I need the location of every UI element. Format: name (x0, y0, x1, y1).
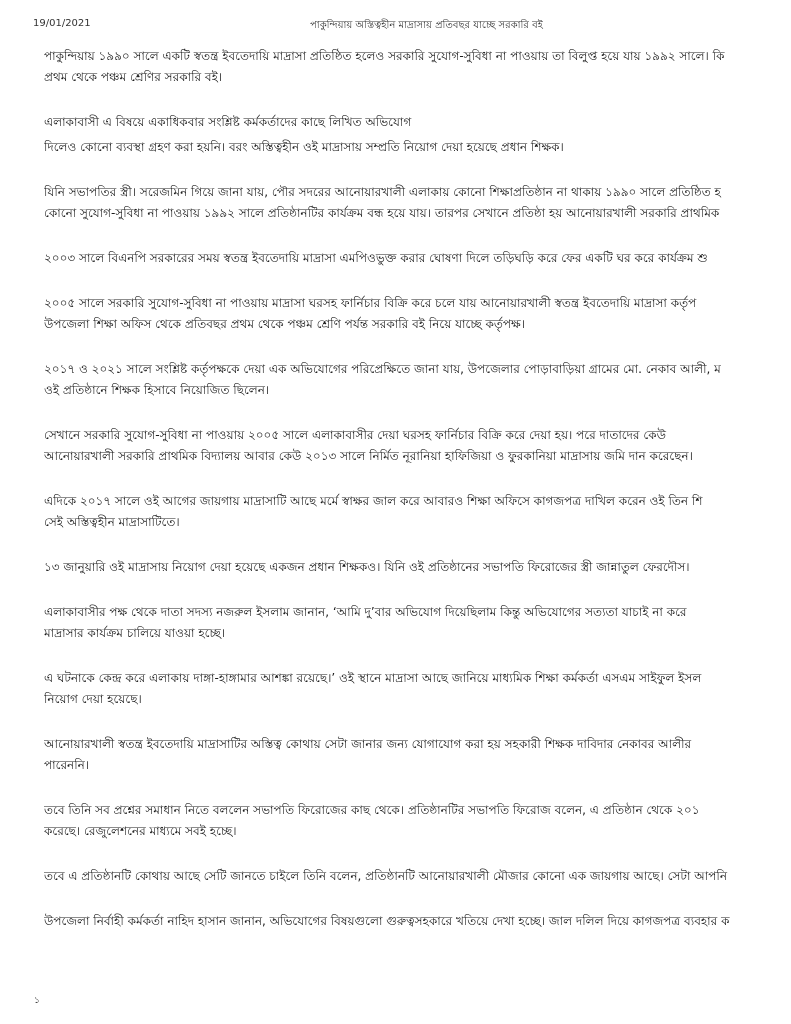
article-paragraph (44, 866, 791, 887)
article-paragraph (44, 112, 791, 133)
paragraph-line: কোনো সুযোগ-সুবিধা না পাওয়ায় ১৯৯২ সালে প্রতিষ্ঠানটির কার্যক্রম বন্ধ হয়ে যায়। তারপর সেখানে প্রতিষ্ঠা হয় আনোয়ারখালী সরকারি প্রাথমিক (44, 206, 720, 220)
paragraph-line: সেই অস্তিত্বহীন মাদ্রাসাটিতে। (44, 515, 180, 529)
paragraph-line: আনোয়ারখালী সরকারি প্রাথমিক বিদ্যালয় আবার কেউ ২০১৩ সালে নির্মিত নূরানিয়া হাফিজিয়া ও ফুরকানিয়া মাদ্রাসায় জমি দান করেছেন। (44, 449, 693, 463)
article-paragraph (44, 734, 791, 776)
paragraph-line: তবে তিনি সব প্রশ্নের সমাধান নিতে বললেন সভাপতি ফিরোজের কাছ থেকে। প্রতিষ্ঠানটির সভাপতি ফিরোজ বলেন, এ প্রতিষ্ঠান থেকে ২০১ (44, 803, 700, 817)
article-paragraph (44, 668, 791, 710)
paragraph-line: ২০০৩ সালে বিএনপি সরকারের সময় স্বতন্ত্র ইবতেদায়ি মাদ্রাসা এমপিওভুক্ত করার ঘোষণা দিলে তড়িঘড়ি করে ফের একটি ঘর করে কার্যক্রম শু (44, 251, 708, 265)
article-paragraph (44, 46, 791, 88)
paragraph-line: ওই প্রতিষ্ঠানে শিক্ষক হিসাবে নিয়োজিত ছিলেন। (44, 383, 270, 397)
print-date: 19/01/2021 (33, 18, 91, 29)
paragraph-line: আনোয়ারখালী স্বতন্ত্র ইবতেদায়ি মাদ্রাসাটির অস্তিত্ব কোথায় সেটা জানার জন্য যোগাযোগ করা হয় সহকারী শিক্ষক দাবিদার নেকাবর আলীর (44, 737, 692, 751)
page-number: ১ (34, 996, 40, 1006)
paragraph-line: এলাকাবাসী এ বিষয়ে একাধিকবার সংশ্লিষ্ট কর্মকর্তাদের কাছে লিখিত অভিযোগ (44, 115, 412, 129)
paragraph-line: করেছে। রেজুলেশনের মাধ্যমে সবই হচ্ছে। (44, 824, 237, 838)
paragraph-line: উপজেলা শিক্ষা অফিস থেকে প্রতিবছর প্রথম থেকে পঞ্চম শ্রেণি পর্যন্ত সরকারি বই নিয়ে যাচ্ছে কর্তৃপক্ষ। (44, 317, 526, 331)
article-paragraph (44, 911, 791, 932)
article-body (44, 46, 791, 956)
paragraph-line: পাকুন্দিয়ায় ১৯৯০ সালে একটি স্বতন্ত্র ইবতেদায়ি মাদ্রাসা প্রতিষ্ঠিত হলেও সরকারি সুযোগ-সুবিধা না পাওয়ায় তা বিলুপ্ত হয়ে যায় ১৯৯২ সালে। কি (44, 49, 725, 63)
paragraph-line: ২০০৫ সালে সরকারি সুযোগ-সুবিধা না পাওয়ায় মাদ্রাসা ঘরসহ ফার্নিচার বিক্রি করে চলে যায় আনোয়ারখালী স্বতন্ত্র ইবতেদায়ি মাদ্রাসা কর্তৃপ (44, 296, 697, 310)
paragraph-line: তবে এ প্রতিষ্ঠানটি কোথায় আছে সেটি জানতে চাইলে তিনি বলেন, প্রতিষ্ঠানটি আনোয়ারখালী মৌজার কোনো এক জায়গায় আছে। সেটা আপনি (44, 869, 727, 883)
paragraph-line: দিলেও কোনো ব্যবস্থা গ্রহণ করা হয়নি। বরং অস্তিত্বহীন ওই মাদ্রাসায় সম্প্রতি নিয়োগ দেয়া হয়েছে প্রধান শিক্ষক। (44, 140, 564, 154)
paragraph-line: প্রথম থেকে পঞ্চম শ্রেণির সরকারি বই। (44, 70, 223, 84)
article-paragraph (44, 557, 791, 578)
article-paragraph (44, 800, 791, 842)
paragraph-line: এদিকে ২০১৭ সালে ওই আগের জায়গায় মাদ্রাসাটি আছে মর্মে স্বাক্ষর জাল করে আবারও শিক্ষা অফিসে কাগজপত্র দাখিল করেন ওই তিন শি (44, 494, 703, 508)
paragraph-line: পারেননি। (44, 758, 90, 772)
article-paragraph (44, 248, 791, 269)
paragraph-line: যিনি সভাপতির স্ত্রী। সরেজমিন গিয়ে জানা যায়, পৌর সদরের আনোয়ারখালী এলাকায় কোনো শিক্ষাপ্রতিষ্ঠান না থাকায় ১৯৯০ সালে প্রতিষ্ঠিত হ (44, 185, 721, 199)
paragraph-line: এ ঘটনাকে কেন্দ্র করে এলাকায় দাঙ্গা-হাঙ্গামার আশঙ্কা রয়েছে।’ ওই স্থানে মাদ্রাসা আছে জানিয়ে মাধ্যমিক শিক্ষা কর্মকর্তা এসএম সাইফুল ইসল (44, 671, 702, 685)
paragraph-line: উপজেলা নির্বাহী কর্মকর্তা নাহিদ হাসান জানান, অভিযোগের বিষয়গুলো গুরুত্বসহকারে খতিয়ে দেখা হচ্ছে। জাল দলিল দিয়ে কাগজপত্র ব্যবহার ক (44, 914, 730, 928)
paragraph-line: ২০১৭ ও ২০২১ সালে সংশ্লিষ্ট কর্তৃপক্ষকে দেয়া এক অভিযোগের পরিপ্রেক্ষিতে জানা যায়, উপজেলার পোড়াবাড়িয়া গ্রামের মো. নেকাব আলী, ম (44, 362, 721, 376)
article-paragraph (44, 359, 791, 401)
article-paragraph (44, 425, 791, 467)
paragraph-line: মাদ্রাসার কার্যক্রম চালিয়ে যাওয়া হচ্ছে। (44, 626, 226, 640)
article-paragraph (44, 293, 791, 335)
article-paragraph (44, 182, 791, 224)
paragraph-line: এলাকাবাসীর পক্ষ থেকে দাতা সদস্য নজরুল ইসলাম জানান, ‘আমি দু’বার অভিযোগ দিয়েছিলাম কিন্তু অভিযোগের সত্যতা যাচাই না করে (44, 605, 687, 619)
paragraph-line: সেখানে সরকারি সুযোগ-সুবিধা না পাওয়ায় ২০০৫ সালে এলাকাবাসীর দেয়া ঘরসহ ফার্নিচার বিক্রি করে দেয়া হয়। পরে দাতাদের কেউ (44, 428, 666, 442)
paragraph-line: নিয়োগ দেয়া হয়েছে। (44, 692, 142, 706)
article-paragraph (44, 491, 791, 533)
paragraph-line: ১৩ জানুয়ারি ওই মাদ্রাসায় নিয়োগ দেয়া হয়েছে একজন প্রধান শিক্ষকও। যিনি ওই প্রতিষ্ঠানের সভাপতি ফিরোজের স্ত্রী জান্নাতুল ফেরদৌস। (44, 560, 690, 574)
article-paragraph (44, 137, 791, 158)
article-paragraph (44, 602, 791, 644)
page-header-title: পাকুন্দিয়ায় অস্তিত্বহীন মাদ্রাসায় প্রতিবছর যাচ্ছে সরকারি বই (310, 20, 543, 31)
